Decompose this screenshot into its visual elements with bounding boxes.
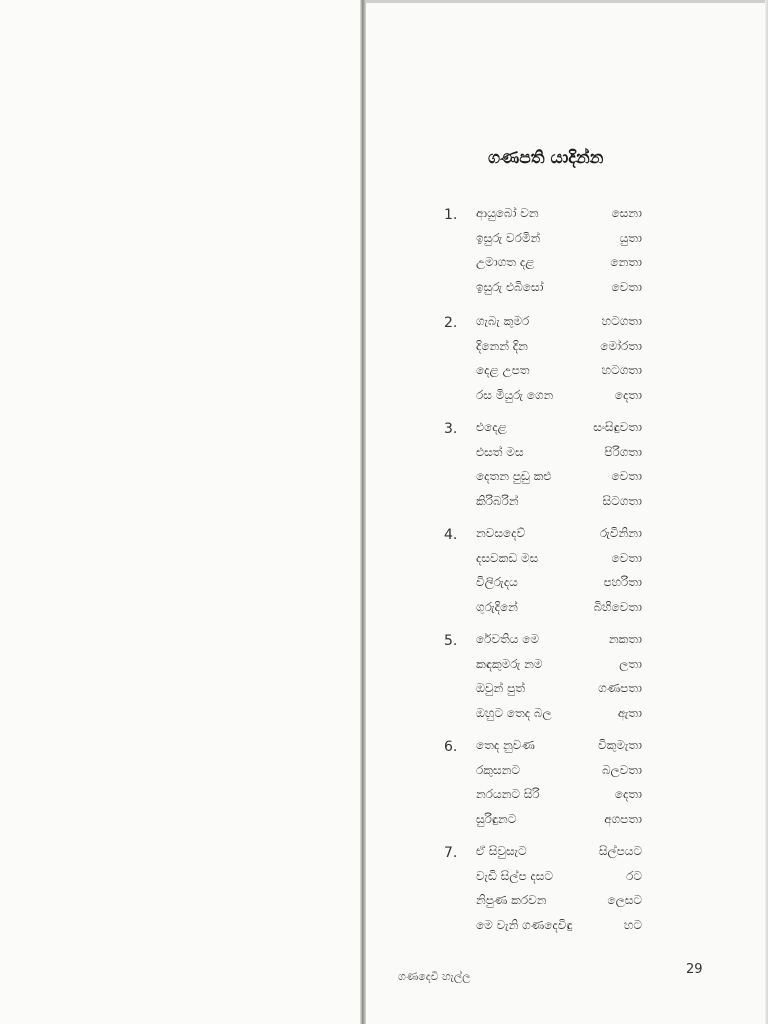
verse-line-rhyme: නෙතා [610, 255, 642, 269]
verse-line-rhyme: බලවතා [601, 762, 642, 777]
page-top-edge [366, 0, 768, 3]
stanza-number: 4. [444, 527, 458, 543]
verse-line-rhyme: සංසිඳුවතා [593, 420, 642, 434]
verse-line-text: කිරිබරින් [476, 493, 519, 508]
verse-line-rhyme: යුතා [619, 230, 642, 245]
verse-line-text: රේවතිය මෙ [476, 632, 540, 646]
verse-line-text: රකුසනට [476, 762, 520, 777]
verse-line-rhyme: විකුමැතා [597, 738, 642, 752]
verse-line-text: රස මියුරු ගෙන [476, 387, 554, 402]
verse-line-rhyme: පිරිගතා [604, 444, 642, 459]
verse-line-rhyme: ඇතා [617, 705, 642, 720]
verse-line-rhyme: දෙතා [614, 387, 642, 402]
stanza-number: 5. [444, 633, 458, 649]
verse-line-text: දෙළ උපත [476, 363, 530, 377]
verse-line-rhyme: මෝරතා [600, 338, 642, 353]
verse-line-text: සුරිඳුනට [476, 811, 517, 826]
verse-line-text: කඳකුමරු නම [476, 656, 543, 671]
verse-line-rhyme: සෙනා [611, 206, 642, 220]
verse-line-text: දෙතන පුඩු කළු [476, 469, 552, 483]
verse-line-text: නිපුණ කරවන [476, 893, 547, 907]
verse-line-rhyme: ගණපතා [598, 681, 642, 695]
stanza-number: 1. [444, 207, 458, 223]
verse-line-text: එසත් මස [476, 444, 524, 459]
verse-line-rhyme: දෙතා [614, 787, 642, 801]
verse-line-text: ඉසුරු එබිසෝ [476, 279, 544, 294]
verse-line-rhyme: වෙතා [611, 279, 642, 294]
verse-line-text: ඔහුට තෙද බල [476, 705, 552, 720]
verse-line-rhyme: රුවිනිනා [599, 526, 642, 540]
verse-line-rhyme: අගපතා [604, 811, 642, 826]
verse-line-text: ඒ සිවුසැට [476, 844, 527, 858]
stanza-number: 2. [444, 315, 458, 331]
verse-line-rhyme: රට [626, 868, 642, 883]
verse-line-text: දිනෙන් දින [476, 338, 528, 353]
verse-line-text: එදෙළ [476, 420, 507, 434]
verse-line-rhyme: පහරිතා [603, 575, 642, 589]
running-footer-title: ගණදෙවි හැල්ල [398, 970, 471, 983]
verse-line-rhyme: හටගතා [601, 363, 642, 377]
verse-line-text: වැඩි සිල්ප දසට [476, 868, 553, 883]
verse-line-text: මෙ වැනි ගණදෙවිඳු [476, 917, 573, 932]
verse-line-rhyme: බිහිවෙතා [593, 599, 642, 614]
verse-line-text: නරයනට සිරි [476, 787, 540, 801]
verse-line-rhyme: නකතා [608, 632, 642, 646]
verse-line-text: උමාගත දළ [476, 255, 535, 269]
verse-line-rhyme: ලෙසට [607, 893, 642, 907]
verse-line-text: ඉසුරු වරමින් [476, 230, 541, 245]
verse-line-rhyme: වෙතා [611, 550, 642, 565]
stanza-number: 6. [444, 739, 458, 755]
verse-line-rhyme: හටගතා [601, 314, 642, 328]
verse-line-rhyme: සිල්පයට [598, 844, 642, 858]
verse-line-text: දසවකඩ මස [476, 550, 539, 565]
verse-line-rhyme: ලතා [619, 656, 642, 671]
verse-line-text: නවසදෙව් [476, 526, 526, 540]
left-blank-page [0, 0, 362, 1024]
verse-line-text: තෙද නුවණ [476, 738, 535, 752]
verse-line-rhyme: හට [623, 917, 642, 932]
poem-title: ගණපති යාදින්න [488, 148, 604, 168]
verse-line-text: ගැබැ කුමර [476, 314, 530, 328]
verse-line-text: ආයුබෝ වන [476, 206, 539, 220]
verse-line-rhyme: සිටගතා [602, 493, 642, 508]
verse-line-text: ගුරුදිනේ [476, 599, 518, 614]
verse-line-rhyme: වෙතා [611, 469, 642, 483]
verse-line-text: විලිරුදය [476, 575, 518, 589]
verse-line-text: ඔවුන් පුත් [476, 681, 525, 695]
stanza-number: 3. [444, 421, 458, 437]
page-number: 29 [686, 962, 703, 977]
stanza-number: 7. [444, 845, 458, 861]
